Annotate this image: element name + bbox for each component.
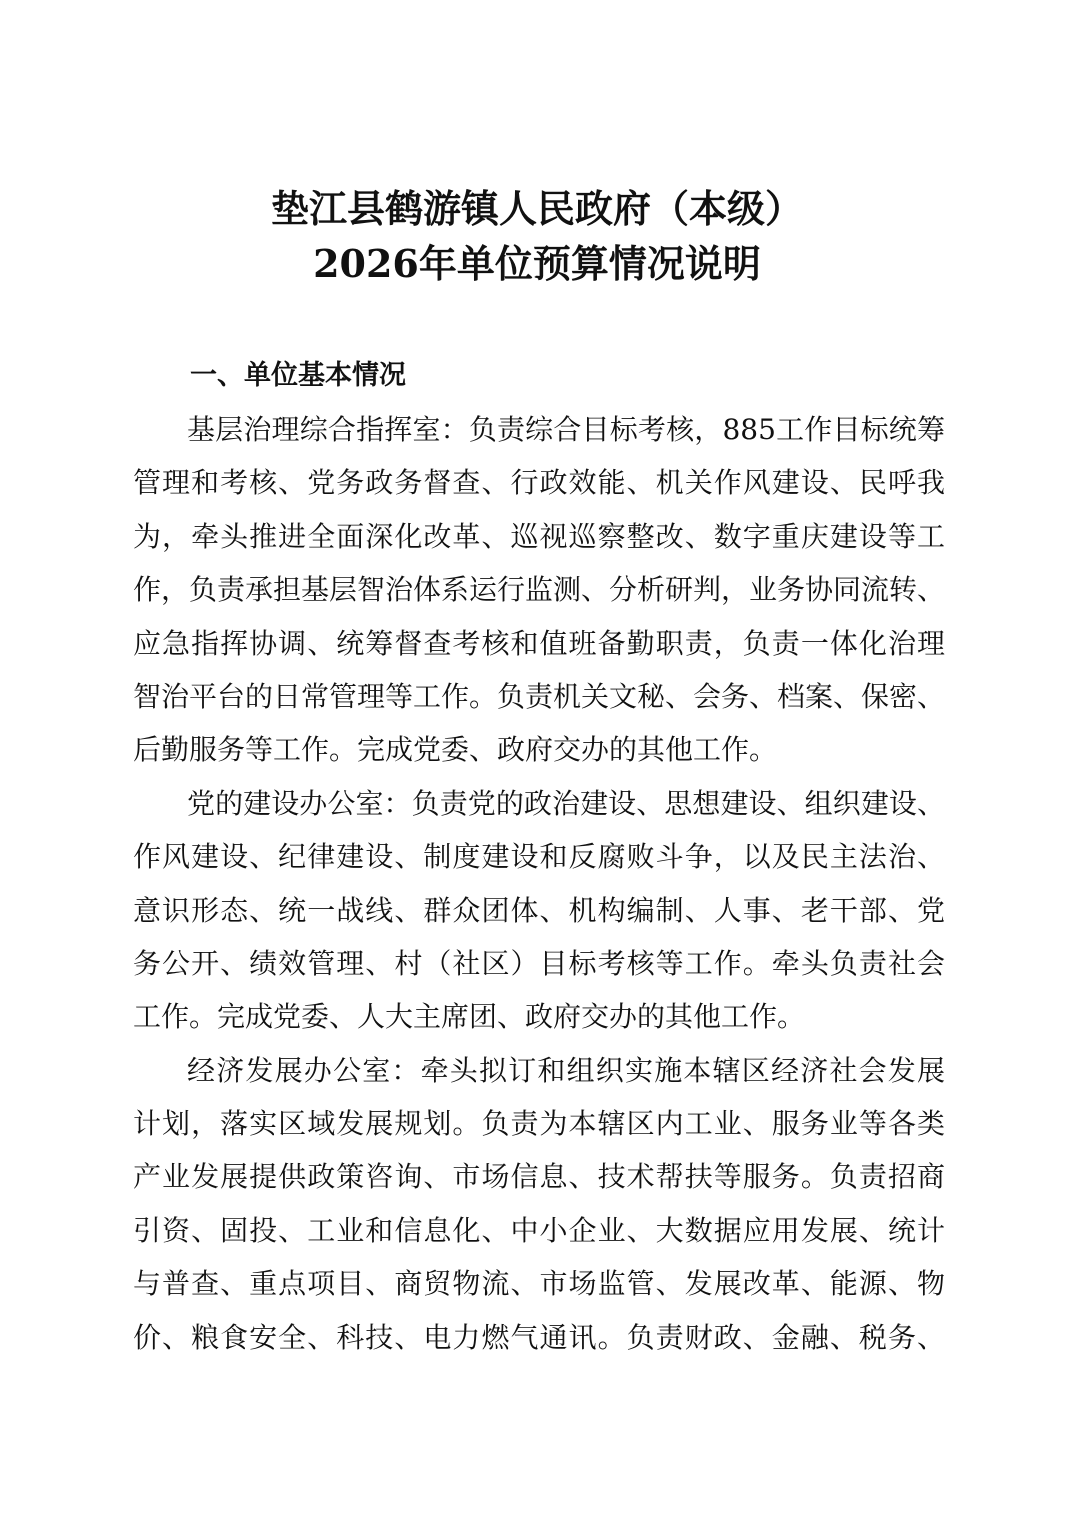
paragraph-line: 务公开、绩效管理、村（社区）目标考核等工作。牵头负责社会 <box>133 946 945 980</box>
paragraph-line: 意识形态、统一战线、群众团体、机构编制、人事、老干部、党 <box>133 893 945 927</box>
paragraph <box>133 1044 945 1364</box>
document-body <box>133 403 945 1364</box>
section-heading: 一、单位基本情况 <box>190 360 406 391</box>
paragraph-line: 作，负责承担基层智治体系运行监测、分析研判，业务协同流转、 <box>133 573 946 607</box>
document-title-line-1: 垫江县鹤游镇人民政府（本级） <box>270 186 803 231</box>
paragraph-line: 产业发展提供政策咨询、市场信息、技术帮扶等服务。负责招商 <box>133 1160 945 1194</box>
paragraph-line: 价、粮食安全、科技、电力燃气通讯。负责财政、金融、税务、 <box>133 1320 945 1354</box>
paragraph <box>133 777 945 1044</box>
paragraph <box>133 403 945 777</box>
paragraph-line: 作风建设、纪律建设、制度建设和反腐败斗争，以及民主法治、 <box>133 840 945 874</box>
document-title-line-2: 2026年单位预算情况说明 <box>313 241 761 286</box>
paragraph-line: 智治平台的日常管理等工作。负责机关文秘、会务、档案、保密、 <box>133 679 946 713</box>
paragraph-line: 后勤服务等工作。完成党委、政府交办的其他工作。 <box>133 733 778 767</box>
paragraph-line: 经济发展办公室：牵头拟订和组织实施本辖区经济社会发展 <box>187 1053 945 1087</box>
paragraph-line: 引资、固投、工业和信息化、中小企业、大数据应用发展、统计 <box>133 1213 945 1247</box>
paragraph-line: 与普查、重点项目、商贸物流、市场监管、发展改革、能源、物 <box>133 1267 945 1301</box>
paragraph-line: 应急指挥协调、统筹督查考核和值班备勤职责，负责一体化治理 <box>133 626 945 660</box>
paragraph-line: 为，牵头推进全面深化改革、巡视巡察整改、数字重庆建设等工 <box>133 519 945 553</box>
paragraph-line: 工作。完成党委、人大主席团、政府交办的其他工作。 <box>133 1000 806 1034</box>
paragraph-line: 党的建设办公室：负责党的政治建设、思想建设、组织建设、 <box>187 786 945 820</box>
paragraph-line: 管理和考核、党务政务督查、行政效能、机关作风建设、民呼我 <box>133 466 945 500</box>
paragraph-line: 基层治理综合指挥室：负责综合目标考核，885工作目标统筹 <box>187 413 945 446</box>
paragraph-line: 计划，落实区域发展规划。负责为本辖区内工业、服务业等各类 <box>133 1107 945 1141</box>
